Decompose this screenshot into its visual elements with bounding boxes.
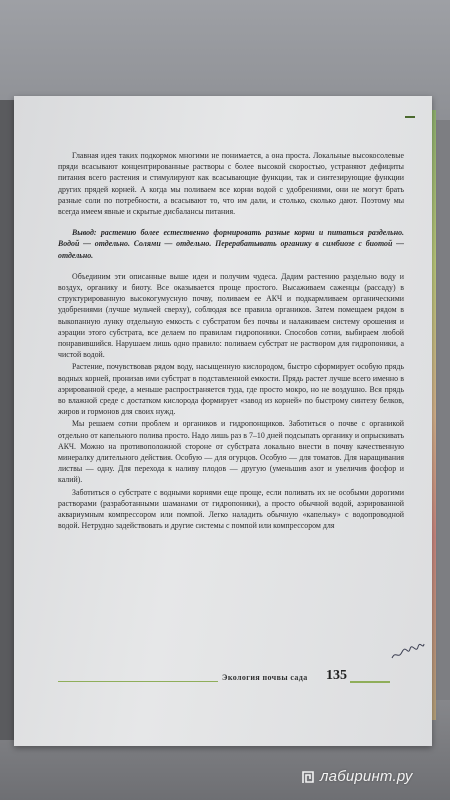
running-footer-title: Экология почвы сада: [222, 673, 308, 682]
paragraph-substrate-care: Заботиться о субстрате с водными корнями еще проще, если поливать их не особыми дорогими растворами (разработанными шаманами от гидропоники), а просто обычной водой, аэрированной аквариумным компрессором или помпой. Легко наладить обычную «капельку» с водопроводной водой. Нетрудно задействовать и другие системы с помпой или компрессором для: [58, 487, 404, 531]
paragraph-main-idea: Главная идея таких подкормок многими не понимается, а она проста. Локальные высокосолевые пряди всасывают концентрированные растворы с более высокой скоростью, устраняют дефициты питания всего растения и стимулируют как всасывающие функции, так и синтезирующие функции других прядей корней. А когда мы поливаем все корни водой с удобрениями, они не могут брать разные соли по потребности, а всасывают то, что им дали, и столько, сколько дают. Поэтому мы всегда имеем явные и скрытые дисбалансы питания.: [58, 151, 404, 217]
paragraph-conclusion: Вывод: растению более естественно формировать разные корни и питаться раздельно. Водой — отдельно. Солями — отдельно. Перерабатывать органику в симбиозе с биотой — отдельно.: [58, 228, 404, 260]
watermark-text: лабиринт.ру: [320, 768, 413, 785]
paragraph-water-roots: Растение, почувствовав рядом воду, насыщенную кислородом, быстро сформирует особую прядь водных корней, пронизав ими субстрат в подставленной емкости. Прядь растет лучше всего именно в аэрированной среде, а меньше распространяется туда, где просто мокро, но не воздушно. Вся прядь во влажной среде с достатком кислорода формирует «завод из корней» по быстрому синтезу белков, жиров и гормонов для своих нужд.: [58, 362, 404, 417]
body-text: [58, 150, 404, 533]
green-corner-mark: [405, 116, 415, 118]
handwritten-scribble: [390, 640, 426, 664]
labirint-watermark: [300, 768, 413, 785]
paragraph-solve-problems: Мы решаем сотни проблем и органиков и гидропонщиков. Заботиться о почве с органикой отдельно от капельного полива просто. Надо лишь раз в 7–10 дней подсыпать органику и опрыскивать АКЧ. Можно на противоположной стороне от субстрата локально внести в почву качественную минералку длительного действия. Особую — для огурцов. Особую — для томатов. Для наращивания листвы — одну. Для перехода к наливу плодов — другую (уменьшив азот и увеличив фосфор и калий).: [58, 419, 404, 485]
page-number: 135: [326, 668, 347, 683]
footer-rule-right: [350, 681, 390, 683]
footer-rule-left: [58, 681, 218, 682]
labirint-logo-icon: [300, 769, 316, 785]
paragraph-combine-ideas: Объединим эти описанные выше идеи и получим чудеса. Дадим растению раздельно воду и воздух, органику и биоту. Все оказывается проще простого. Высаживаем саженцы (рассаду) в структурированную высокогумусную почву, поливаем ее АКЧ и подкармливаем органическими удобрениями (лучше мульчей сверху), соблюдая все правила органиков. Затем помещаем рядом в выкопанную лунку отдельную емкость с субстратом без почвы и налаживаем систему орошения и аэрации этого субстрата, все делаем по правилам гидропоники. Способов сотни, выбираем любой понравившийся. Нарушаем лишь одно правило: поливаем субстрат не раствором для гидропоники, а чистой водой.: [58, 271, 404, 360]
